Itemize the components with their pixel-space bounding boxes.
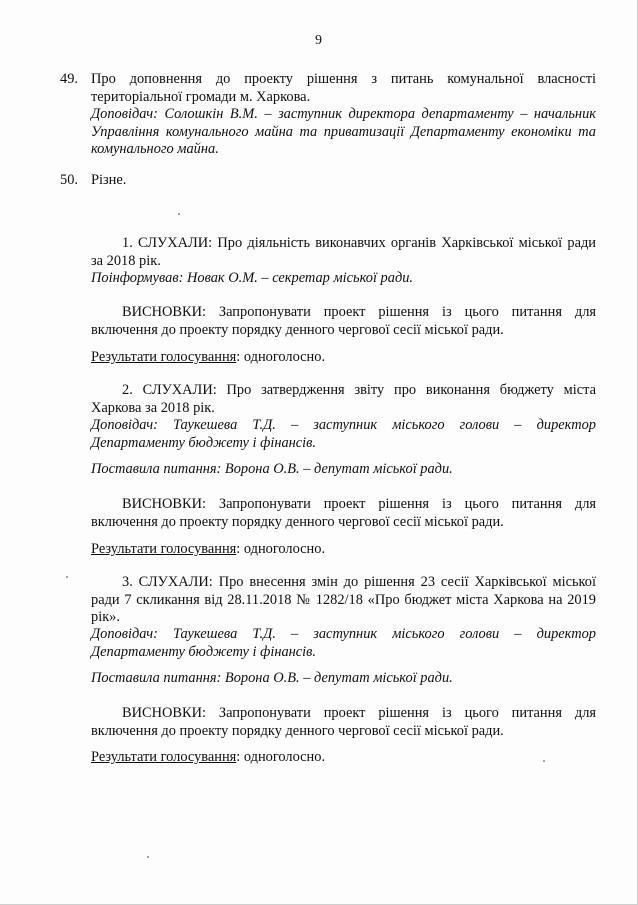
voting-result-value: : одноголосно. — [236, 349, 326, 365]
speaker-text: Доповідач: Таукешева Т.Д. – заступник міського голови – директор Департаменту бюджету і фінансів. — [91, 417, 596, 451]
speaker-text: Поінформував: Новак О.М. – секретар міської ради. — [91, 270, 414, 286]
scan-speck — [543, 760, 545, 762]
voting-result-label: Результати голосування — [91, 541, 237, 557]
conclusions-text — [91, 304, 596, 339]
agenda-item-number: 49. — [60, 71, 78, 87]
conclusions-text — [91, 705, 596, 740]
agenda-item-content — [91, 71, 596, 159]
conclusions-body: Запропонувати проект рішення із цього питання для включення до проекту порядку денного чергової сесії міської ради. — [91, 496, 596, 530]
voting-result-value: : одноголосно. — [236, 541, 326, 557]
agenda-item-title: Про доповнення до проекту рішення з питань комунальної власності територіальної громади м. Харкова. — [91, 71, 596, 105]
agenda-item-title: Різне. — [91, 172, 127, 188]
voting-result-label: Результати голосування — [91, 749, 237, 765]
voting-result-value: : одноголосно. — [236, 749, 326, 765]
speaker-text: Доповідач: Таукешева Т.Д. – заступник міського голови – директор Департаменту бюджету і фінансів. — [91, 626, 596, 660]
agenda-item-content — [91, 172, 596, 190]
conclusions-body: Запропонувати проект рішення із цього питання для включення до проекту порядку денного чергової сесії міської ради. — [91, 304, 596, 338]
conclusions-text — [91, 496, 596, 531]
heard-text: 3. СЛУХАЛИ: Про внесення змін до рішення 23 сесії Харківської міської ради 7 скликання від 28.11.2018 № 1282/18 «Про бюджет міста Харкова на 2019 рік». — [91, 574, 596, 625]
agenda-item-speaker: Доповідач: Солошкін В.М. – заступник директора департаменту – начальник Управління комунального майна та приватизації Департаменту економіки та комунального майна. — [91, 106, 596, 157]
raised-question-text: Поставила питання: Ворона О.В. – депутат міської ради. — [91, 670, 453, 686]
conclusions-label: ВИСНОВКИ: — [122, 304, 206, 320]
scan-speck — [178, 213, 180, 215]
conclusions-label: ВИСНОВКИ: — [122, 705, 206, 721]
agenda-item-number: 50. — [60, 172, 78, 188]
conclusions-label: ВИСНОВКИ: — [122, 496, 206, 512]
conclusions-body: Запропонувати проект рішення із цього питання для включення до проекту порядку денного чергової сесії міської ради. — [91, 705, 596, 739]
page-number: 9 — [315, 33, 322, 48]
voting-result — [91, 541, 596, 559]
raised-question-text: Поставила питання: Ворона О.В. – депутат міської ради. — [91, 461, 453, 477]
scan-speck — [147, 856, 149, 858]
heard-text: 2. СЛУХАЛИ: Про затвердження звіту про виконання бюджету міста Харкова за 2018 рік. — [91, 382, 596, 416]
scan-speck — [66, 576, 68, 578]
heard-text: 1. СЛУХАЛИ: Про діяльність виконавчих органів Харківської міської ради за 2018 рік. — [91, 235, 596, 269]
voting-result — [91, 749, 596, 767]
voting-result-label: Результати голосування — [91, 349, 237, 365]
voting-result — [91, 349, 596, 367]
